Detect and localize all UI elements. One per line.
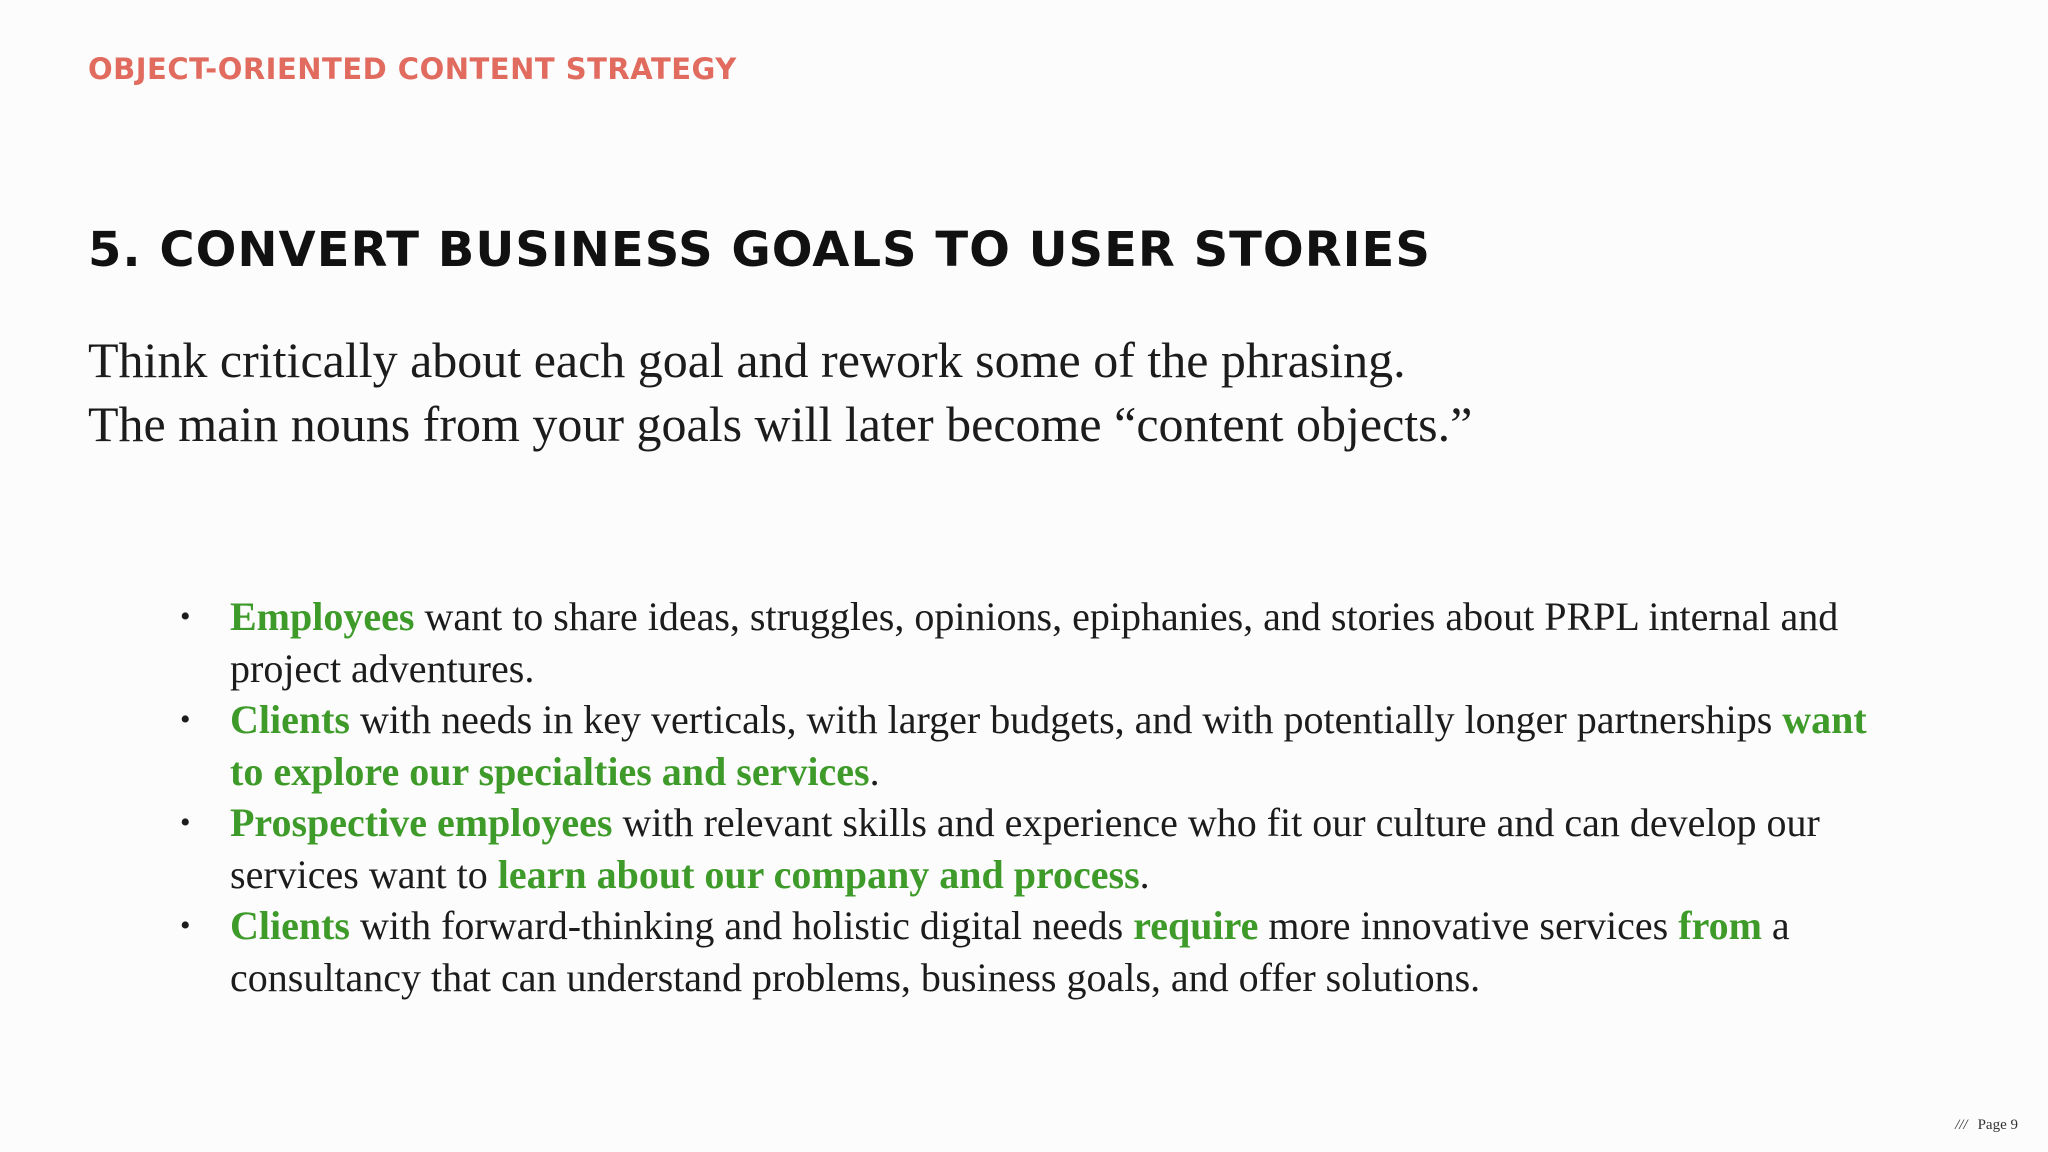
- highlighted-phrase: Clients: [230, 903, 350, 948]
- section-label: OBJECT-ORIENTED CONTENT STRATEGY: [88, 52, 737, 86]
- highlighted-phrase: Prospective employees: [230, 800, 613, 845]
- intro-line: Think critically about each goal and rework some of the phrasing.: [88, 332, 1406, 388]
- highlighted-phrase: learn about our company and process: [497, 851, 1140, 897]
- story-text: with relevant skills and experience who fit our culture and can develop our services want to: [230, 800, 1820, 897]
- bullet-icon: •: [180, 703, 191, 736]
- story-text: more innovative services: [1258, 903, 1679, 948]
- user-story-item: [178, 797, 1898, 900]
- story-text: .: [1139, 851, 1150, 897]
- footer-slashes: ///: [1955, 1117, 1968, 1133]
- bullet-icon: •: [180, 909, 191, 942]
- page-number: Page 9: [1977, 1117, 2018, 1133]
- highlighted-phrase: Employees: [230, 594, 415, 639]
- highlighted-phrase: require: [1133, 903, 1259, 948]
- story-text: with needs in key verticals, with larger budgets, and with potentially longer partnerships: [350, 697, 1783, 742]
- user-story-item: [178, 591, 1898, 694]
- slide-title: 5. CONVERT BUSINESS GOALS TO USER STORIES: [88, 222, 1431, 278]
- highlighted-phrase: want to explore our specialties and services: [230, 697, 1867, 794]
- story-text: want to share ideas, struggles, opinions, epiphanies, and stories about PRPL internal and project adventures.: [230, 594, 1839, 691]
- story-text: .: [869, 748, 880, 794]
- intro-text: [88, 328, 1472, 456]
- bullet-icon: •: [180, 806, 191, 839]
- intro-line: The main nouns from your goals will later become “content objects.”: [88, 396, 1473, 452]
- story-text: with forward-thinking and holistic digital needs: [350, 903, 1134, 948]
- page-footer: [1955, 1117, 2018, 1134]
- user-story-item: [178, 694, 1898, 797]
- bullet-icon: •: [180, 600, 191, 633]
- highlighted-phrase: Clients: [230, 697, 350, 742]
- highlighted-phrase: from: [1678, 903, 1762, 948]
- user-story-item: [178, 900, 1898, 1003]
- user-stories-list: [178, 591, 1898, 1003]
- story-text: a consultancy that can understand problems, business goals, and offer solutions.: [230, 903, 1790, 1000]
